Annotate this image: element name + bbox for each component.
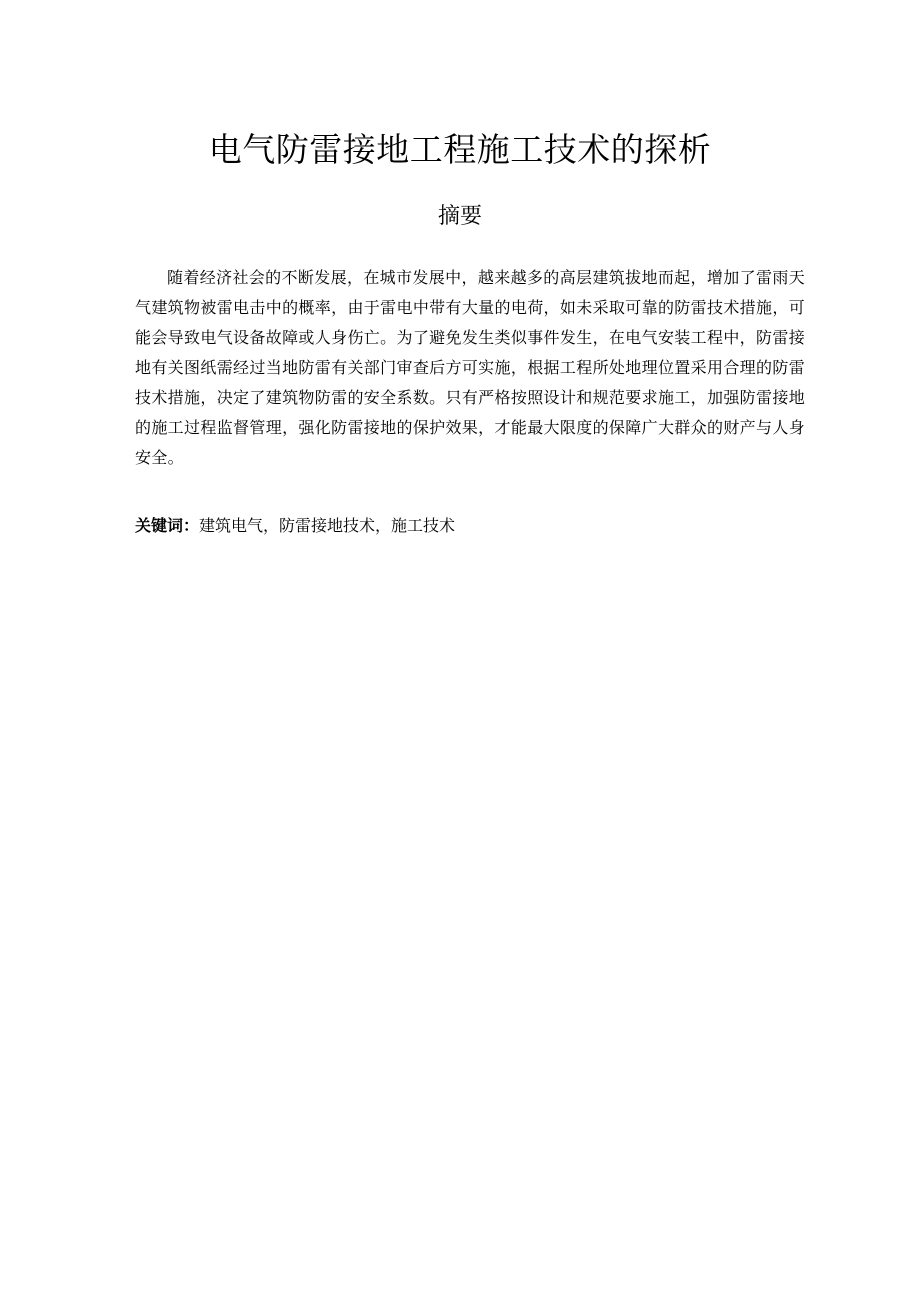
abstract-paragraph: 随着经济社会的不断发展，在城市发展中，越来越多的高层建筑拔地而起，增加了雷雨天气建筑物被雷电击中的概率，由于雷电中带有大量的电荷，如未采取可靠的防雷技术措施，可能会导致电气设备故障或人身伤亡。为了避免发生类似事件发生，在电气安装工程中，防雷接地有关图纸需经过当地防雷有关部门审查后方可实施，根据工程所处地理位置采用合理的防雷技术措施，决定了建筑物防雷的安全系数。只有严格按照设计和规范要求施工，加强防雷接地的施工过程监督管理，强化防雷接地的保护效果，才能最大限度的保障广大群众的财产与人身安全。 (135, 268, 805, 467)
keywords-text: 建筑电气，防雷接地技术，施工技术 (199, 516, 456, 535)
keywords-line (135, 512, 805, 540)
keywords-label: 关键词： (135, 516, 200, 535)
page-title: 电气防雷接地工程施工技术的探析 (208, 130, 712, 169)
abstract-heading: 摘要 (437, 204, 482, 229)
